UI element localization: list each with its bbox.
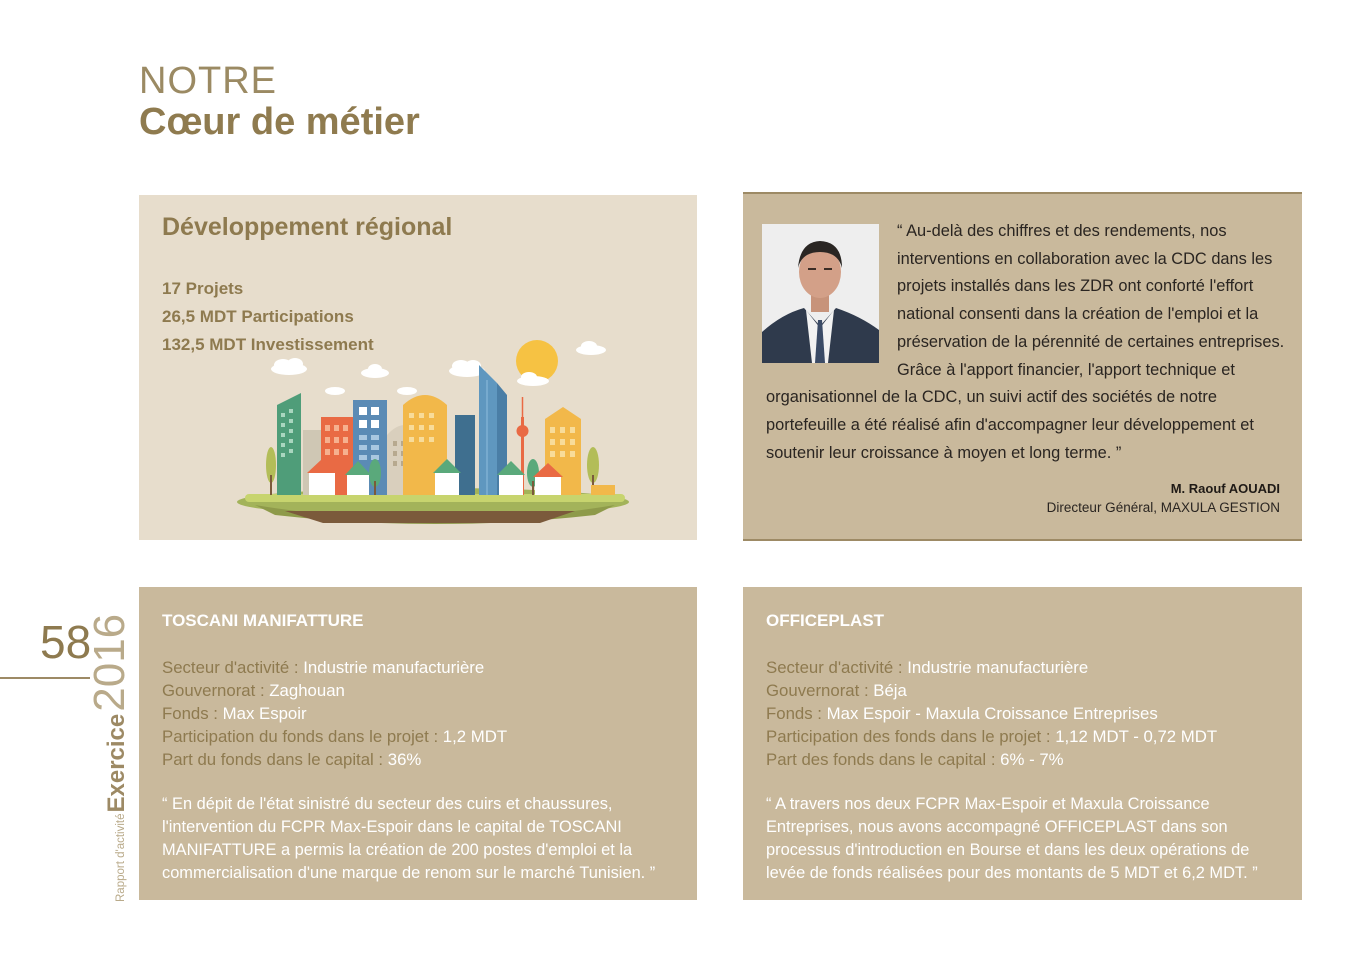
officeplast-card — [743, 587, 1302, 900]
officeplast-fonds — [766, 702, 1217, 725]
sector-label: Secteur d'activité : — [766, 658, 908, 677]
participation-value: 1,2 MDT — [442, 727, 508, 746]
capital-label: Part du fonds dans le capital : — [162, 750, 388, 769]
report-label: Rapport d'activité — [115, 813, 127, 902]
dev-regional-heading: Développement régional — [162, 213, 453, 241]
page-title-line2: Cœur de métier — [139, 101, 420, 143]
officeplast-info — [766, 656, 1217, 771]
toscani-info — [162, 656, 507, 771]
city-illustration — [235, 335, 635, 530]
sector-value: Industrie manufacturière — [303, 658, 485, 677]
toscani-title: TOSCANI MANIFATTURE — [162, 611, 364, 630]
officeplast-participation — [766, 725, 1217, 748]
stat-participations: 26,5 MDT Participations — [162, 307, 354, 326]
toscani-sector — [162, 656, 507, 679]
toscani-card — [139, 587, 697, 900]
capital-label: Part des fonds dans le capital : — [766, 750, 1001, 769]
toscani-fonds — [162, 702, 507, 725]
capital-value: 6% - 7% — [1000, 750, 1064, 769]
fonds-label: Fonds : — [766, 704, 827, 723]
testimonial-author: M. Raouf AOUADI — [1170, 481, 1280, 496]
dev-regional-card — [139, 195, 697, 540]
officeplast-sector — [766, 656, 1217, 679]
fonds-value: Max Espoir - Maxula Croissance Entreprises — [826, 704, 1158, 723]
toscani-gouvernorat — [162, 679, 507, 702]
participation-value: 1,12 MDT - 0,72 MDT — [1055, 727, 1218, 746]
gouvernorat-value: Béja — [873, 681, 907, 700]
sector-label: Secteur d'activité : — [162, 658, 304, 677]
gouvernorat-label: Gouvernorat : — [766, 681, 874, 700]
participation-label: Participation du fonds dans le projet : — [162, 727, 443, 746]
testimonial-quote: “ Au-delà des chiffres et des rendements, nos interventions en collaboration avec la CDC dans les projets installés dans les ZDR ont conforté l'effort national consenti dans la création de l'emploi et la préservation de la pérennité de certaines entreprises. Grâce à l'apport financier, l'apport technique et organisationnel de la CDC, un suivi actif des sociétés de notre portefeuille a été réalisé afin d'accompagner leur développement et soutenir leur croissance à moyen et long terme. ” — [766, 222, 1285, 462]
report-vertical-label — [85, 613, 134, 902]
page-number-divider — [0, 677, 90, 679]
toscani-capital — [162, 748, 507, 771]
gouvernorat-value: Zaghouan — [269, 681, 345, 700]
toscani-quote: “ En dépit de l'état sinistré du secteur des cuirs et chaussures, l'intervention du FCPR Max-Espoir dans le capital de TOSCANI MANIFATTURE a permis la création de 200 postes d'emploi et la commercialisation d'une marque de renom sur le marché Tunisien. ” — [162, 795, 656, 882]
sector-value: Industrie manufacturière — [907, 658, 1089, 677]
exercise-label: Exercice — [103, 713, 130, 813]
capital-value: 36% — [387, 750, 422, 769]
officeplast-title: OFFICEPLAST — [766, 611, 885, 630]
participation-label: Participation des fonds dans le projet : — [766, 727, 1056, 746]
exercise-year: 2016 — [85, 613, 134, 712]
stat-projects: 17 Projets — [162, 279, 244, 298]
testimonial-role: Directeur Général, MAXULA GESTION — [1046, 500, 1280, 515]
photo-spacer — [766, 218, 897, 384]
fonds-value: Max Espoir — [222, 704, 307, 723]
testimonial-text-block — [766, 218, 1288, 467]
page-number: 58 — [40, 616, 92, 668]
gouvernorat-label: Gouvernorat : — [162, 681, 270, 700]
fonds-label: Fonds : — [162, 704, 223, 723]
officeplast-capital — [766, 748, 1217, 771]
toscani-participation — [162, 725, 507, 748]
officeplast-gouvernorat — [766, 679, 1217, 702]
page-title-line1: NOTRE — [139, 60, 277, 102]
testimonial-card — [743, 192, 1302, 541]
stat-investment: 132,5 MDT Investissement — [162, 335, 374, 354]
officeplast-quote: “ A travers nos deux FCPR Max-Espoir et Maxula Croissance Entreprises, nous avons accompagné OFFICEPLAST dans son processus d'introduction en Bourse et dans les deux opérations de levée de fonds réalisées pour des montants de 5 MDT et 6,2 MDT. ” — [766, 795, 1258, 882]
